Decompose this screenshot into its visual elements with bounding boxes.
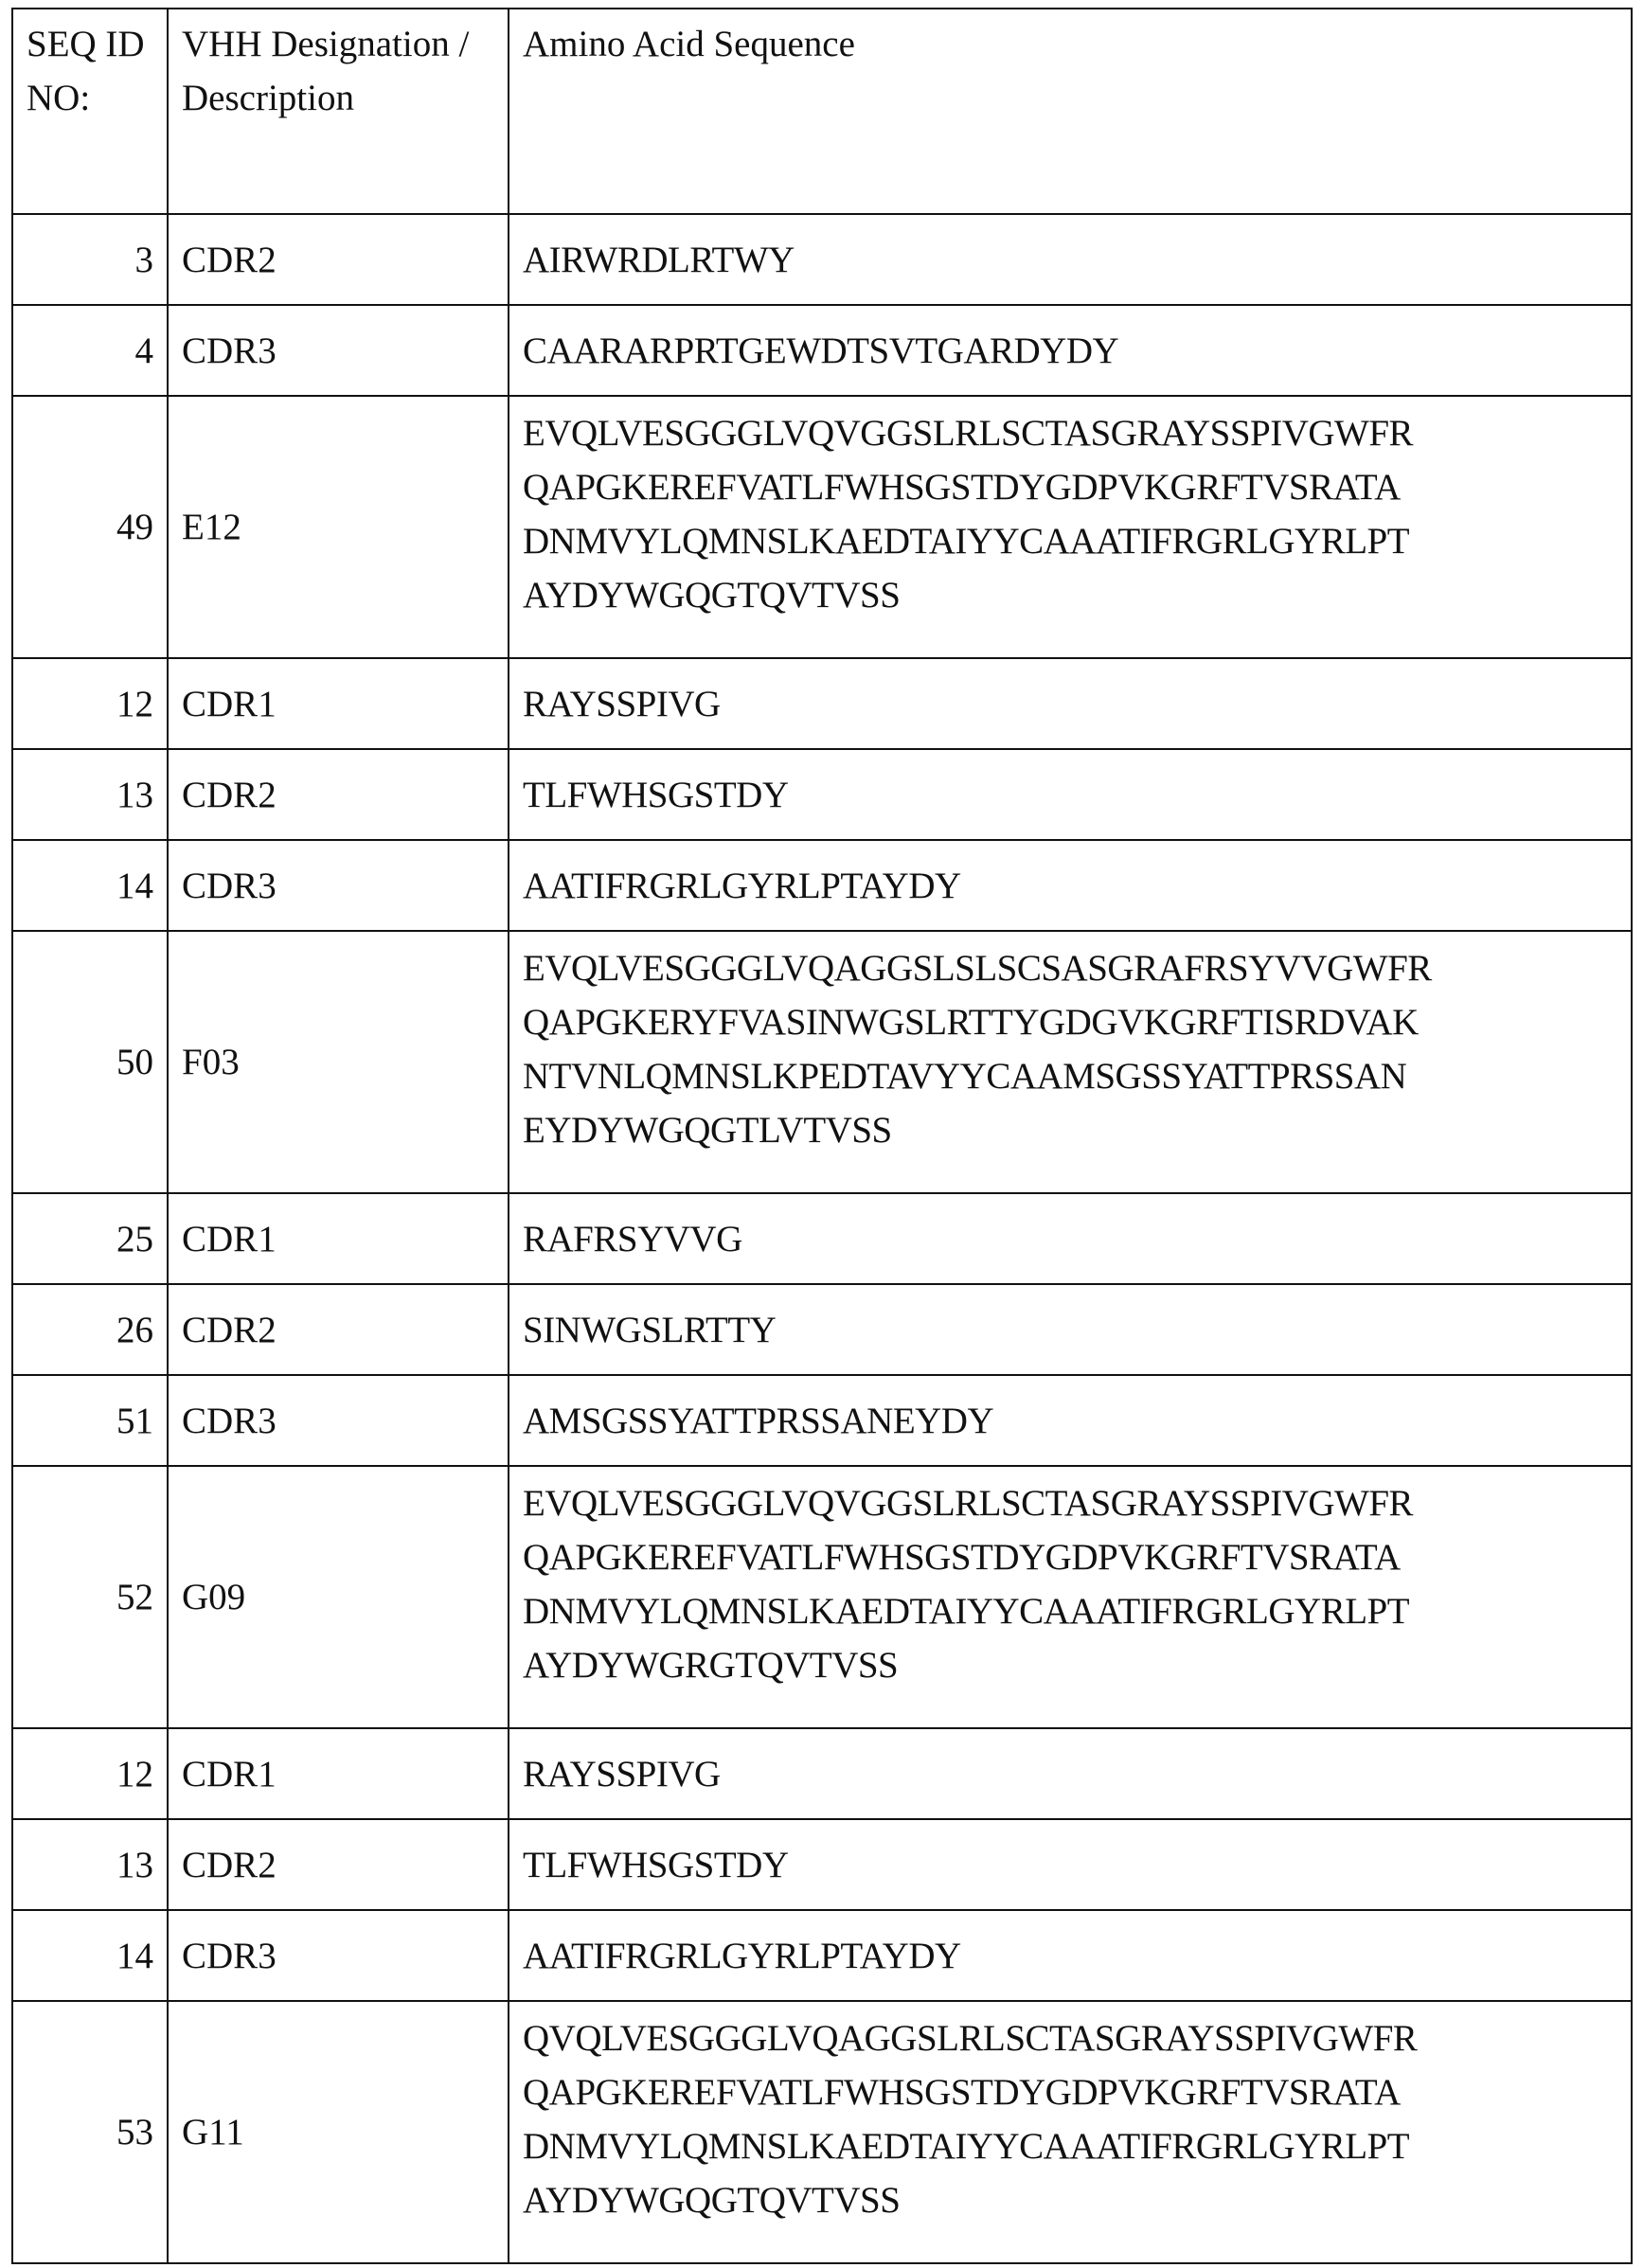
sequence-line: QAPGKEREFVATLFWHSGSTDYGDPVKGRFTVSRATA xyxy=(523,1530,1617,1584)
sequence-cell xyxy=(509,658,1632,749)
sequence-cell xyxy=(509,1375,1632,1466)
header-sequence: Amino Acid Sequence xyxy=(509,9,1632,214)
table-row xyxy=(12,214,1632,305)
sequence-line: EYDYWGQGTLVTVSS xyxy=(523,1103,1617,1157)
sequence-cell xyxy=(509,214,1632,305)
header-row xyxy=(12,9,1632,214)
table-row xyxy=(12,1193,1632,1284)
sequence-table xyxy=(11,8,1633,2264)
seq-id-cell: 51 xyxy=(12,1375,168,1466)
seq-id-cell: 53 xyxy=(12,2001,168,2263)
seq-id-cell: 52 xyxy=(12,1466,168,1728)
sequence-line: DNMVYLQMNSLKAEDTAIYYCAAATIFRGRLGYRLPT xyxy=(523,2119,1617,2173)
sequence-line: RAFRSYVVG xyxy=(523,1212,1617,1266)
sequence-cell xyxy=(509,1284,1632,1375)
sequence-line: AIRWRDLRTWY xyxy=(523,233,1617,287)
seq-id-cell: 3 xyxy=(12,214,168,305)
sequence-line: AATIFRGRLGYRLPTAYDY xyxy=(523,859,1617,913)
table-body xyxy=(12,214,1632,2263)
seq-id-cell: 50 xyxy=(12,931,168,1193)
seq-id-cell: 13 xyxy=(12,1819,168,1910)
designation-cell: G11 xyxy=(168,2001,509,2263)
designation-cell: CDR2 xyxy=(168,749,509,840)
sequence-line: EVQLVESGGGLVQVGGSLRLSCTASGRAYSSPIVGWFR xyxy=(523,1476,1617,1530)
sequence-line: EVQLVESGGGLVQVGGSLRLSCTASGRAYSSPIVGWFR xyxy=(523,406,1617,460)
designation-cell: E12 xyxy=(168,396,509,658)
sequence-line: TLFWHSGSTDY xyxy=(523,1838,1617,1892)
table-row xyxy=(12,1728,1632,1819)
sequence-line: QAPGKERYFVASINWGSLRTTYGDGVKGRFTISRDVAK xyxy=(523,995,1617,1049)
sequence-cell xyxy=(509,840,1632,931)
table-row xyxy=(12,1910,1632,2001)
sequence-cell xyxy=(509,931,1632,1193)
designation-cell: CDR2 xyxy=(168,214,509,305)
seq-id-cell: 26 xyxy=(12,1284,168,1375)
sequence-cell xyxy=(509,1466,1632,1728)
seq-id-cell: 4 xyxy=(12,305,168,396)
sequence-line: CAARARPRTGEWDTSVTGARDYDY xyxy=(523,324,1617,378)
seq-id-cell: 12 xyxy=(12,658,168,749)
designation-cell: G09 xyxy=(168,1466,509,1728)
table-row xyxy=(12,2001,1632,2263)
sequence-cell xyxy=(509,1819,1632,1910)
sequence-cell xyxy=(509,1910,1632,2001)
sequence-line: QVQLVESGGGLVQAGGSLRLSCTASGRAYSSPIVGWFR xyxy=(523,2011,1617,2065)
table-row xyxy=(12,305,1632,396)
sequence-line: AYDYWGQGTQVTVSS xyxy=(523,2173,1617,2227)
table-row xyxy=(12,1819,1632,1910)
sequence-cell xyxy=(509,2001,1632,2263)
designation-cell: CDR2 xyxy=(168,1284,509,1375)
sequence-cell xyxy=(509,749,1632,840)
table-row xyxy=(12,1375,1632,1466)
sequence-cell xyxy=(509,1193,1632,1284)
seq-id-cell: 12 xyxy=(12,1728,168,1819)
header-seq-id: SEQ ID NO: xyxy=(12,9,168,214)
table-row xyxy=(12,658,1632,749)
sequence-line: AMSGSSYATTPRSSANEYDY xyxy=(523,1394,1617,1448)
seq-id-cell: 49 xyxy=(12,396,168,658)
table-row xyxy=(12,749,1632,840)
sequence-line: QAPGKEREFVATLFWHSGSTDYGDPVKGRFTVSRATA xyxy=(523,460,1617,514)
designation-cell: CDR1 xyxy=(168,1193,509,1284)
table-row xyxy=(12,840,1632,931)
sequence-line: TLFWHSGSTDY xyxy=(523,768,1617,822)
sequence-line: RAYSSPIVG xyxy=(523,1747,1617,1801)
sequence-line: AYDYWGQGTQVTVSS xyxy=(523,568,1617,622)
table-row xyxy=(12,1466,1632,1728)
sequence-line: AYDYWGRGTQVTVSS xyxy=(523,1638,1617,1692)
sequence-line: EVQLVESGGGLVQAGGSLSLSCSASGRAFRSYVVGWFR xyxy=(523,941,1617,995)
sequence-line: AATIFRGRLGYRLPTAYDY xyxy=(523,1929,1617,1983)
sequence-line: DNMVYLQMNSLKAEDTAIYYCAAATIFRGRLGYRLPT xyxy=(523,1584,1617,1638)
sequence-line: DNMVYLQMNSLKAEDTAIYYCAAATIFRGRLGYRLPT xyxy=(523,514,1617,568)
seq-id-cell: 14 xyxy=(12,840,168,931)
sequence-line: RAYSSPIVG xyxy=(523,677,1617,731)
sequence-line: QAPGKEREFVATLFWHSGSTDYGDPVKGRFTVSRATA xyxy=(523,2065,1617,2119)
table-row xyxy=(12,1284,1632,1375)
designation-cell: F03 xyxy=(168,931,509,1193)
designation-cell: CDR3 xyxy=(168,1375,509,1466)
table-row xyxy=(12,931,1632,1193)
seq-id-cell: 13 xyxy=(12,749,168,840)
sequence-cell xyxy=(509,1728,1632,1819)
designation-cell: CDR3 xyxy=(168,305,509,396)
seq-id-cell: 25 xyxy=(12,1193,168,1284)
designation-cell: CDR2 xyxy=(168,1819,509,1910)
sequence-line: SINWGSLRTTY xyxy=(523,1303,1617,1357)
table-row xyxy=(12,396,1632,658)
sequence-cell xyxy=(509,305,1632,396)
sequence-line: NTVNLQMNSLKPEDTAVYYCAAMSGSSYATTPRSSAN xyxy=(523,1049,1617,1103)
seq-id-cell: 14 xyxy=(12,1910,168,2001)
header-designation: VHH Designation / Description xyxy=(168,9,509,214)
designation-cell: CDR1 xyxy=(168,658,509,749)
designation-cell: CDR3 xyxy=(168,1910,509,2001)
designation-cell: CDR3 xyxy=(168,840,509,931)
designation-cell: CDR1 xyxy=(168,1728,509,1819)
sequence-cell xyxy=(509,396,1632,658)
